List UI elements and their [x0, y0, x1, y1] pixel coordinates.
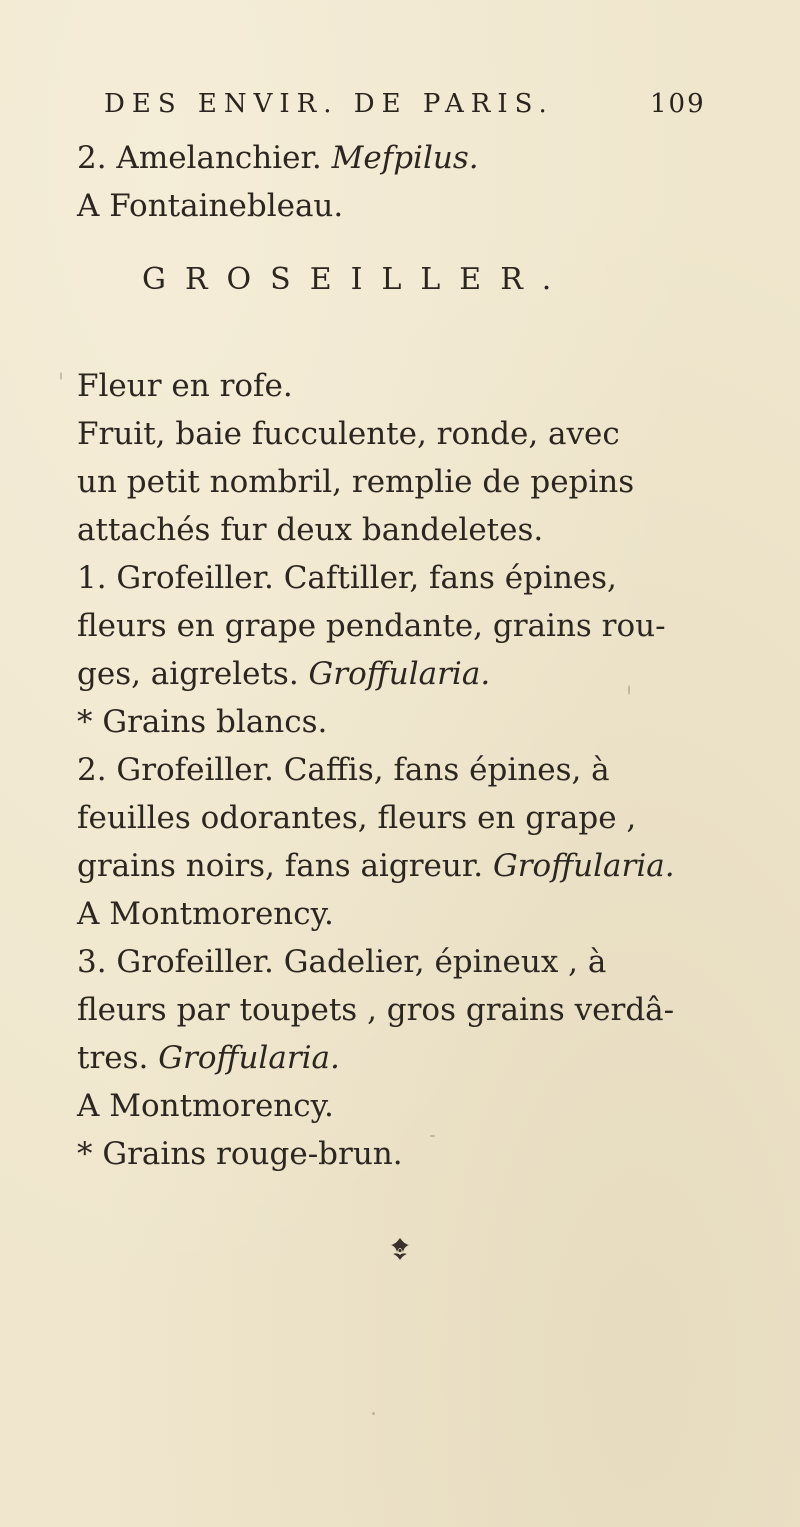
- species-3-line: 3. Grofeiller. Gadelier, épineux , à: [77, 944, 607, 980]
- species-2-location: A Montmorency.: [77, 896, 334, 932]
- latin-name: Mefpilus.: [331, 140, 479, 176]
- paper-speck: [628, 685, 630, 695]
- species-2-line: 2. Grofeiller. Caffis, fans épines, à: [77, 752, 610, 788]
- species-3-location: A Montmorency.: [77, 1088, 334, 1124]
- species-1-line: ges, aigrelets. Groffularia.: [77, 656, 491, 692]
- description-line: attachés fur deux bandeletes.: [77, 512, 544, 548]
- species-1-line: fleurs en grape pendante, grains rou-: [77, 608, 666, 644]
- page-text: [77, 134, 677, 1178]
- species-3-line: fleurs par toupets , gros grains verdâ-: [77, 992, 675, 1028]
- section-heading: GROSEILLER.: [142, 262, 571, 297]
- running-head-title: DES ENVIR. DE PARIS.: [104, 89, 554, 119]
- paper-speck: [60, 372, 62, 380]
- description-line: un petit nombril, remplie de pepins: [77, 464, 635, 500]
- paper-speck: [372, 1412, 375, 1415]
- paper-speck: [430, 1135, 435, 1137]
- species-1-variety: * Grains blancs.: [77, 704, 328, 740]
- description-line: Fruit, baie fucculente, ronde, avec: [77, 416, 620, 452]
- latin-name: Groffularia.: [308, 656, 491, 692]
- species-2-line: feuilles odorantes, fleurs en grape ,: [77, 800, 637, 836]
- fleuron-icon: [385, 1236, 415, 1262]
- description-line: Fleur en rofe.: [77, 368, 293, 404]
- species-2-line: grains noirs, fans aigreur. Groffularia.: [77, 848, 675, 884]
- entry-amelanchier: 2. Amelanchier. Mefpilus.: [77, 140, 479, 176]
- species-3-line: tres. Groffularia.: [77, 1040, 340, 1076]
- latin-name: Groffularia.: [158, 1040, 340, 1076]
- species-3-variety: * Grains rouge-brun.: [77, 1136, 403, 1172]
- entry-amelanchier-location: A Fontainebleau.: [77, 188, 344, 224]
- latin-name: Groffularia.: [492, 848, 675, 884]
- running-head: [104, 86, 706, 122]
- page-number: 109: [650, 89, 706, 119]
- species-1-line: 1. Grofeiller. Caftiller, fans épines,: [77, 560, 617, 596]
